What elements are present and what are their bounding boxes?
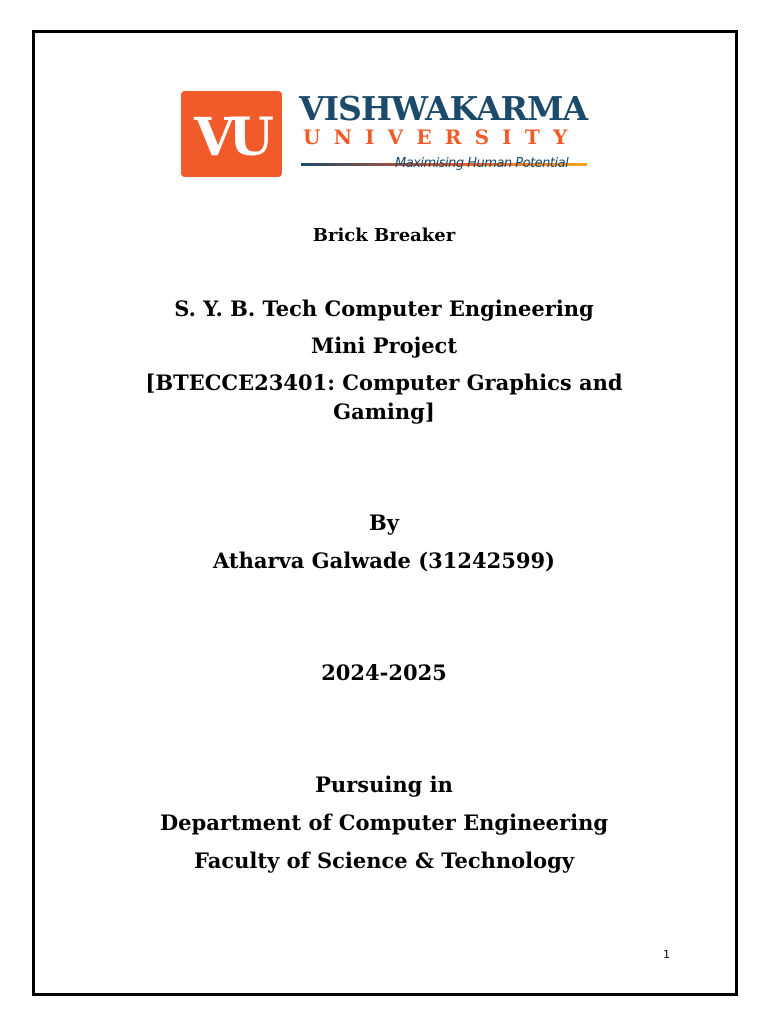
vu-monogram-logo [181,91,282,177]
page-number: 1 [663,948,670,961]
project-title: Brick Breaker [312,225,456,246]
project-type: Mini Project [310,333,458,358]
logo-wordmark [299,89,591,179]
department-name: Department of Computer Engineering [159,810,609,835]
logo-divider [301,151,587,154]
faculty-name: Faculty of Science & Technology [193,848,575,873]
author-name: Atharva Galwade (31242599) [212,548,555,573]
vu-monogram-text: VU [194,107,268,168]
pursuing-label: Pursuing in [315,772,453,797]
university-logo [181,89,591,179]
logo-tagline: Maximising Human Potential [395,156,569,171]
program-name: S. Y. B. Tech Computer Engineering [174,296,594,321]
logo-university-name: VISHWAKARMA [299,89,588,128]
logo-university-label: UNIVERSITY [303,125,581,149]
course-line-1: [BTECCE23401: Computer Graphics and [145,370,623,395]
academic-year: 2024-2025 [321,660,447,685]
by-label: By [369,510,399,535]
course-line-2: Gaming] [333,399,435,424]
